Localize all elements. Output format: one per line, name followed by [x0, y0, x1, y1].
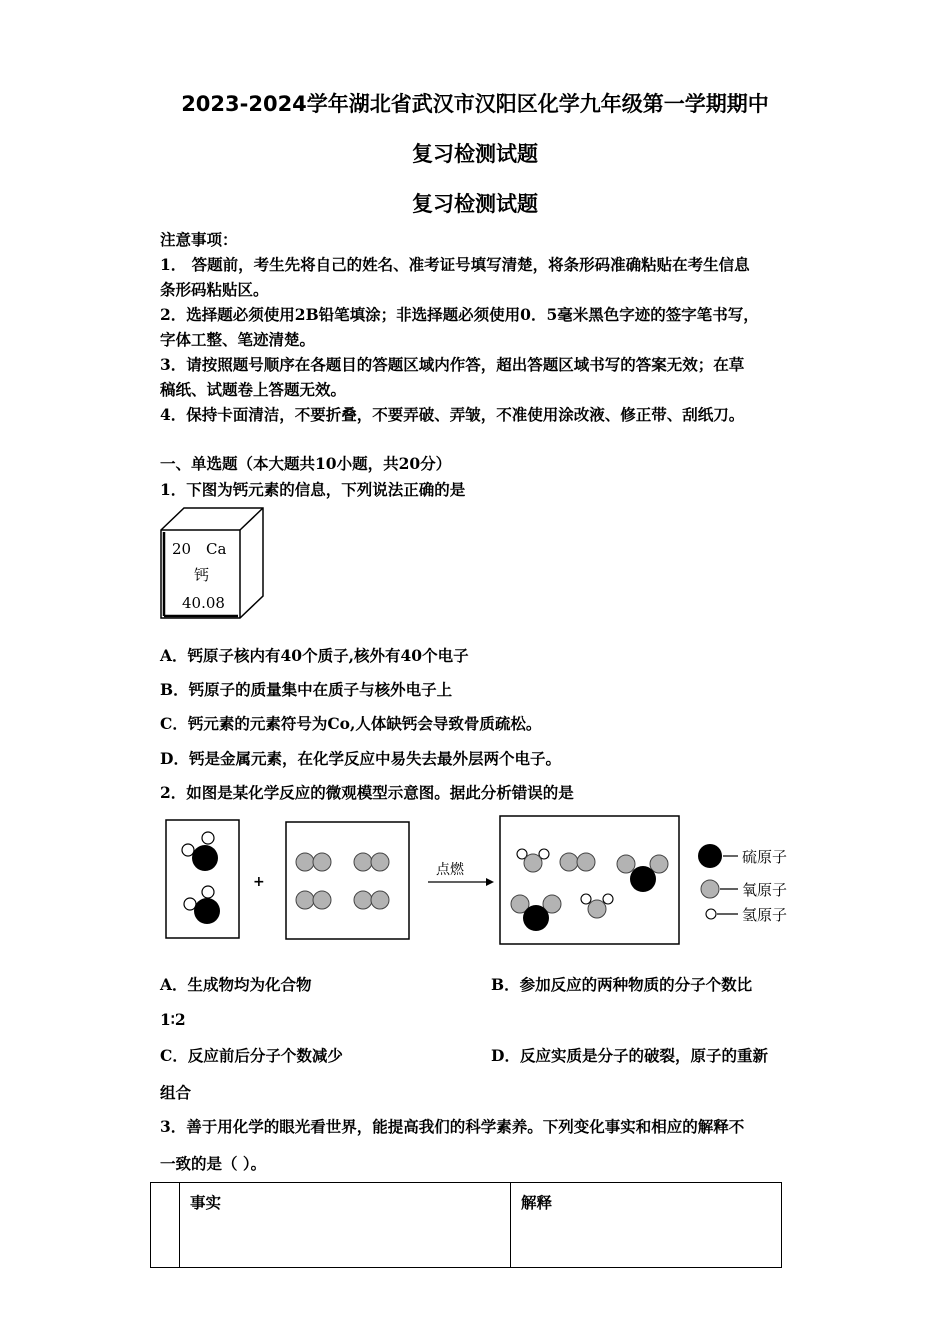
notice-item1-line1: 1． 答题前，考生先将自己的姓名、准考证号填写清楚，将条形码准确粘贴在考生信息 [160, 255, 750, 274]
exam-title-line1: 2023-2024学年湖北省武汉市汉阳区化学九年级第一学期期中 [181, 92, 769, 116]
q1-option-b: B．钙原子的质量集中在质子与核外电子上 [160, 680, 453, 699]
exam-title-line3: 复习检测试题 [412, 192, 538, 216]
table-index-cell [151, 1183, 180, 1268]
q2-option-a: A．生成物均为化合物 [160, 975, 312, 994]
tile-symbol: Ca [206, 540, 227, 558]
notice-item3-line2: 稿纸、试题卷上答题无效。 [160, 380, 347, 399]
tile-element-name: 钙 [194, 566, 210, 584]
exam-title-line2: 复习检测试题 [412, 142, 538, 166]
q2-option-b-continued: 1∶2 [160, 1010, 186, 1029]
legend-oxygen-symbol [701, 880, 719, 898]
q2-option-c: C．反应前后分子个数减少 [160, 1046, 343, 1065]
calcium-element-tile [160, 506, 266, 622]
section1-heading: 一、单选题（本大题共10小题，共20分） [160, 454, 452, 473]
tile-atomic-mass: 40.08 [182, 594, 225, 612]
legend-oxygen-label: 氧原子 [742, 881, 788, 899]
q2-option-b: B．参加反应的两种物质的分子个数比 [491, 975, 753, 994]
notice-item3-line1: 3．请按照题号顺序在各题目的答题区域内作答，超出答题区域书写的答案无效；在草 [160, 355, 745, 374]
reaction-condition: 点燃 [436, 862, 464, 878]
table-header-fact: 事实 [180, 1183, 511, 1268]
q2-option-d-continued: 组合 [160, 1083, 192, 1102]
legend-sulfur-label: 硫原子 [742, 848, 788, 866]
notice-heading: 注意事项： [160, 230, 238, 249]
q1-option-d: D．钙是金属元素，在化学反应中易失去最外层两个电子。 [160, 749, 561, 768]
notice-item1-line2: 条形码粘贴区。 [160, 280, 269, 299]
reaction-micro-diagram [160, 812, 810, 952]
table-header-explanation: 解释 [511, 1183, 782, 1268]
q1-option-c: C．钙元素的元素符号为Co,人体缺钙会导致骨质疏松。 [160, 714, 542, 733]
q3-stem-line2: 一致的是（ ）。 [160, 1154, 267, 1173]
notice-item2-line1: 2．选择题必须使用2B铅笔填涂；非选择题必须使用0．5毫米黑色字迹的签字笔书写， [160, 305, 759, 324]
legend-hydrogen-symbol [706, 909, 716, 919]
tile-atomic-number: 20 [172, 540, 192, 558]
notice-item2-line2: 字体工整、笔迹清楚。 [160, 330, 316, 349]
q2-stem: 2．如图是某化学反应的微观模型示意图。据此分析错误的是 [160, 783, 574, 802]
q3-stem-line1: 3．善于用化学的眼光看世界，能提高我们的科学素养。下列变化事实和相应的解释不 [160, 1117, 745, 1136]
legend-sulfur-symbol [698, 844, 722, 868]
q1-option-a: A．钙原子核内有40个质子,核外有40个电子 [160, 646, 469, 665]
q2-option-d: D．反应实质是分子的破裂，原子的重新 [491, 1046, 768, 1065]
legend-hydrogen-label: 氢原子 [742, 906, 788, 924]
q1-stem: 1．下图为钙元素的信息，下列说法正确的是 [160, 480, 466, 499]
plus-sign: + [253, 874, 265, 890]
notice-item4: 4．保持卡面清洁，不要折叠，不要弄破、弄皱，不准使用涂改液、修正带、刮纸刀。 [160, 405, 745, 424]
q3-fact-table [150, 1182, 782, 1268]
reactant-box-o2 [286, 822, 409, 939]
